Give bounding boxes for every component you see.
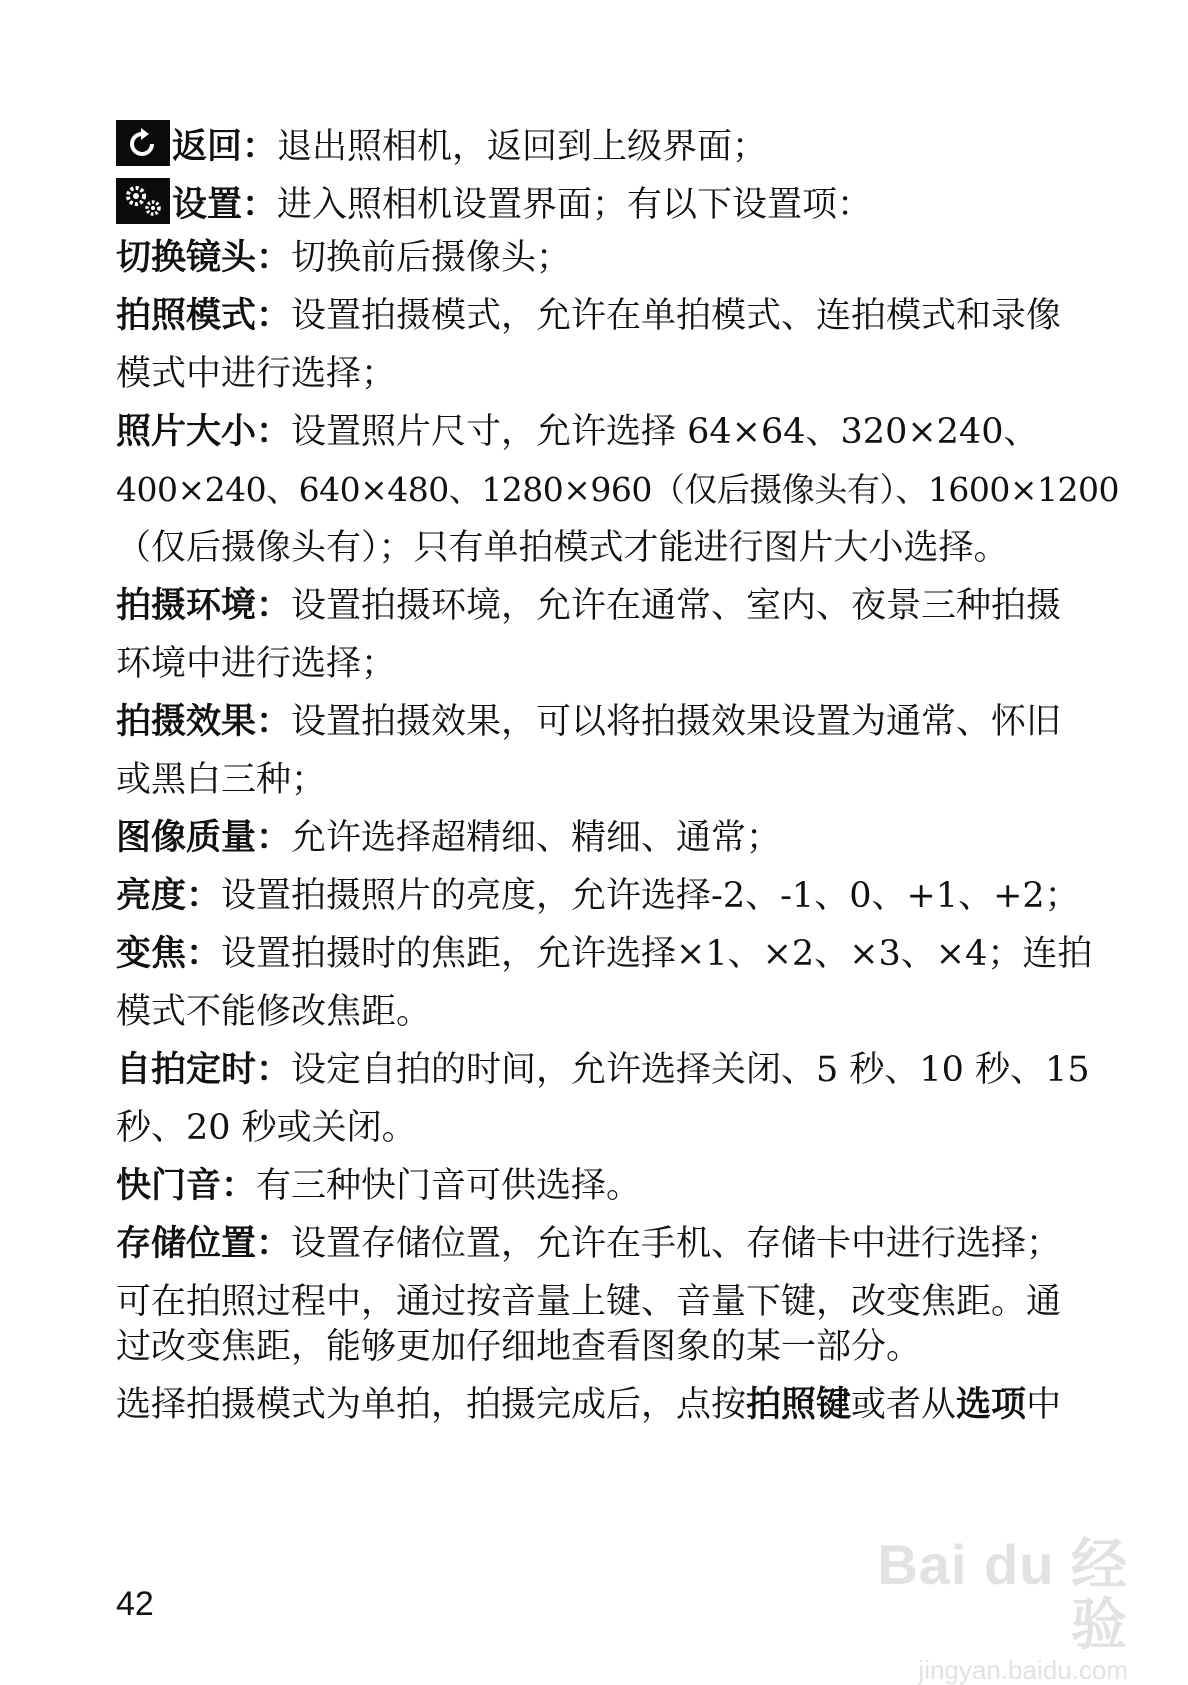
line-self-timer [116, 1048, 1096, 1092]
line-effect-cont [116, 758, 1096, 802]
line-scene-cont [116, 642, 1096, 686]
line-photo-size [116, 410, 1096, 454]
text-settings: 进入照相机设置界面；有以下设置项： [277, 185, 873, 225]
text-scene: 设置拍摄环境，允许在通常、室内、夜景三种拍摄 [291, 586, 1062, 626]
text-quality: 允许选择超精细、精细、通常； [291, 818, 782, 858]
label-effect: 拍摄效果： [116, 702, 292, 742]
line-zoom-tip-1 [116, 1280, 1096, 1324]
text-photo-size-cont-1: 400×240、640×480、1280×960（仅后摄像头有）、1600×1200 [116, 470, 1119, 509]
line-scene [116, 584, 1096, 628]
text-scene-cont: 环境中进行选择； [116, 644, 397, 684]
label-storage: 存储位置： [116, 1224, 292, 1264]
text-back: 退出照相机，返回到上级界面； [277, 127, 768, 167]
text-zoom-cont: 模式不能修改焦距。 [116, 992, 432, 1032]
label-zoom: 变焦： [116, 934, 222, 974]
line-photo-mode-cont [116, 352, 1096, 396]
text-photo-size: 设置照片尺寸，允许选择 64×64、320×240、 [291, 412, 1039, 452]
page-number: 42 [116, 1585, 154, 1623]
text-self-timer: 设定自拍的时间，允许选择关闭、5 秒、10 秒、15 [291, 1050, 1090, 1090]
text-storage: 设置存储位置，允许在手机、存储卡中进行选择； [291, 1224, 1062, 1264]
label-photo-mode: 拍照模式： [116, 296, 292, 336]
line-quality [116, 816, 1096, 860]
text-brightness: 设置拍摄照片的亮度，允许选择-2、-1、0、+1、+2； [221, 876, 1080, 916]
line-back [116, 120, 1096, 169]
text-photo-mode: 设置拍摄模式，允许在单拍模式、连拍模式和录像 [291, 296, 1062, 336]
text-shutter-sound: 有三种快门音可供选择。 [256, 1166, 642, 1206]
text-last-1: 选择拍摄模式为单拍，拍摄完成后，点按 [116, 1385, 747, 1425]
text-zoom-tip-1: 可在拍照过程中，通过按音量上键、音量下键，改变焦距。通 [116, 1282, 1062, 1322]
line-effect [116, 700, 1096, 744]
line-photo-size-cont-2 [116, 526, 1096, 570]
text-effect: 设置拍摄效果，可以将拍摄效果设置为通常、怀旧 [291, 702, 1062, 742]
text-effect-cont: 或黑白三种； [116, 760, 327, 800]
line-switch-lens [116, 236, 1096, 280]
refresh-icon [116, 120, 170, 166]
line-settings [116, 178, 1096, 227]
label-quality: 图像质量： [116, 818, 292, 858]
text-switch-lens: 切换前后摄像头； [291, 238, 572, 278]
text-zoom: 设置拍摄时的焦距，允许选择×1、×2、×3、×4；连拍 [221, 934, 1093, 974]
line-zoom [116, 932, 1096, 976]
text-last-bold-2: 选项 [956, 1385, 1027, 1425]
line-self-timer-cont [116, 1106, 1096, 1150]
line-shutter-sound [116, 1164, 1096, 1208]
watermark-logo: Bai du 经验 [877, 1533, 1128, 1656]
line-zoom-cont [116, 990, 1096, 1034]
line-photo-mode [116, 294, 1096, 338]
text-self-timer-cont: 秒、20 秒或关闭。 [116, 1108, 417, 1148]
text-last-2: 或者从 [851, 1385, 957, 1425]
line-brightness [116, 874, 1096, 918]
label-shutter-sound: 快门音： [116, 1166, 257, 1206]
label-back: 返回： [172, 127, 278, 167]
line-photo-size-cont-1 [116, 468, 1119, 512]
label-settings: 设置： [172, 185, 278, 225]
text-last-3: 中 [1026, 1385, 1062, 1425]
line-zoom-tip-2 [116, 1325, 1096, 1369]
label-scene: 拍摄环境： [116, 586, 292, 626]
gears-icon [116, 178, 170, 224]
label-switch-lens: 切换镜头： [116, 238, 292, 278]
label-self-timer: 自拍定时： [116, 1050, 292, 1090]
label-photo-size: 照片大小： [116, 412, 292, 452]
text-photo-size-cont-2: （仅后摄像头有）；只有单拍模式才能进行图片大小选择。 [116, 528, 1009, 568]
label-brightness: 亮度： [116, 876, 222, 916]
text-zoom-tip-2: 过改变焦距，能够更加仔细地查看图象的某一部分。 [116, 1327, 922, 1367]
text-last-bold-1: 拍照键 [746, 1385, 852, 1425]
watermark-url: jingyan.baidu.com [918, 1655, 1128, 1685]
line-last [116, 1383, 1096, 1427]
text-photo-mode-cont: 模式中进行选择； [116, 354, 397, 394]
line-storage [116, 1222, 1096, 1266]
watermark [858, 1533, 1128, 1685]
